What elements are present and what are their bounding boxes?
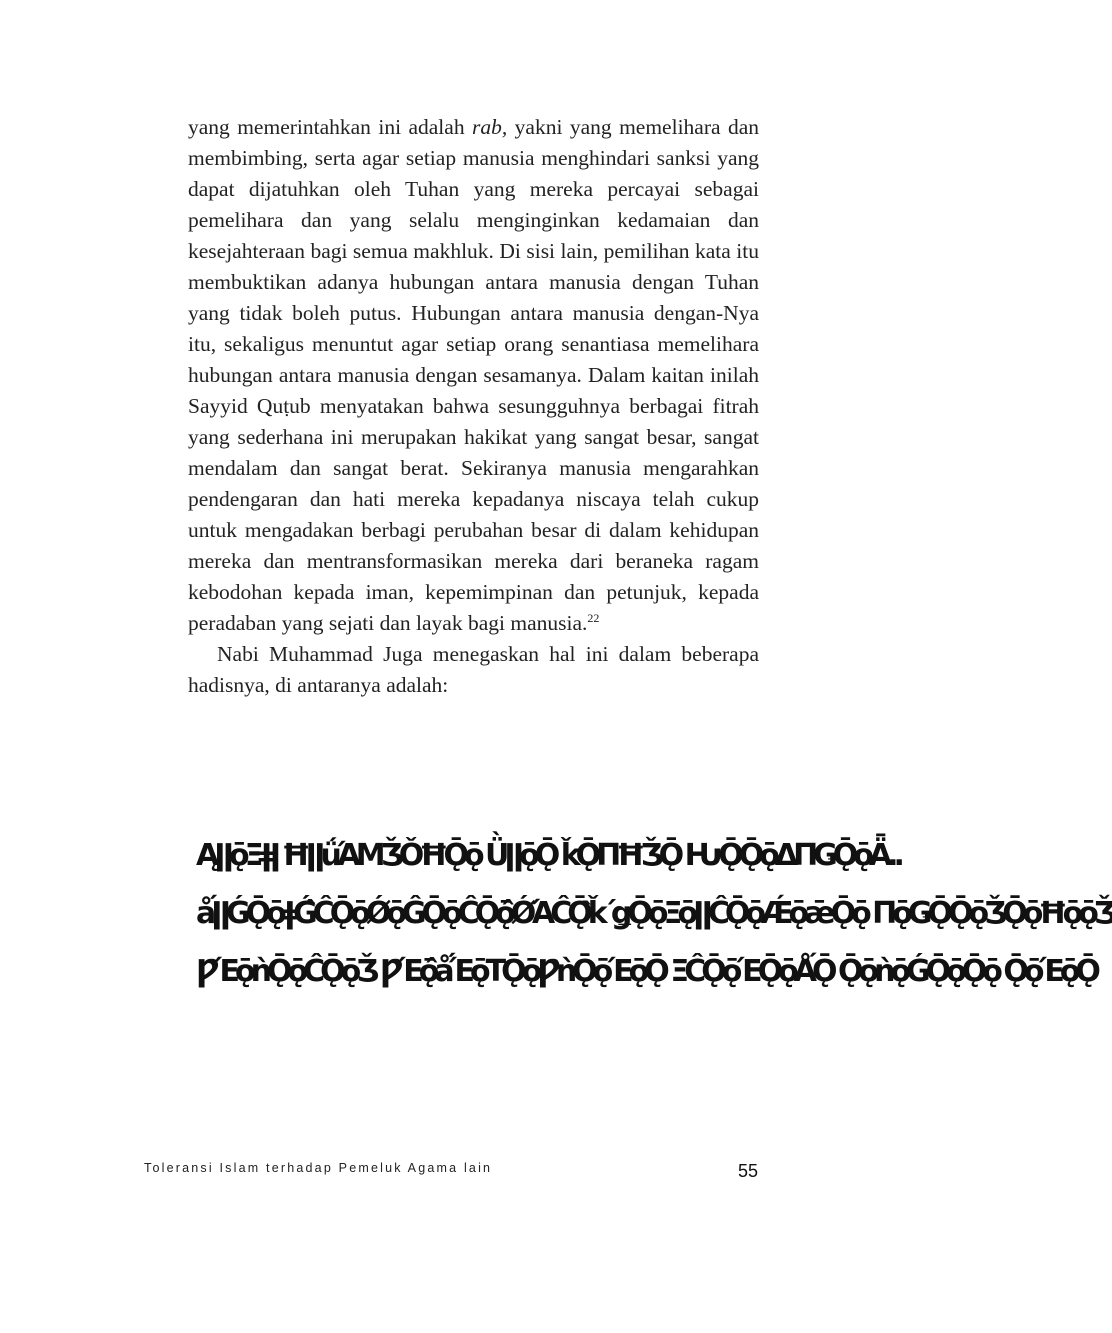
paragraph-1-part-1: yang memerintahkan ini adalah xyxy=(188,115,472,139)
hadith-line: ǻǁǴǬǭǂǴ̂ĈǬǭǾǭĜǬǭĈǬǭ̂ǾΆĈǬ̂ǩ΄ǥǬǭΞǭǁĈǬǭǼǭǣǬǭ ΠǭǤǬǬǭǮǬǭĦǭǭǮ xyxy=(196,896,1112,931)
page-number: 55 xyxy=(738,1161,759,1181)
hadith-line: ǷΈǭǹǬǭĈǬǭǮ ǷΈǭ̂ǻΈǭΤǬǭǷǹǬǭΈǭǬ ΞĈǬǭΈǬǭǺǬ ǬǭǹǭǴǬǭǬǭ ǬǭΈǭǬ xyxy=(196,954,1096,989)
italic-term-rab: rab, xyxy=(472,115,508,139)
paragraph-1 xyxy=(188,112,759,639)
body-text xyxy=(188,112,759,701)
footnote-reference[interactable]: 22 xyxy=(587,610,600,625)
paragraph-2: Nabi Muhammad Juga menegaskan hal ini dalam beberapa hadisnya, di antaranya adalah: xyxy=(188,642,759,697)
running-footer-title: Toleransi Islam terhadap Pemeluk Agama lain xyxy=(144,1161,493,1175)
paragraph-1-part-2: yakni yang memelihara dan membimbing, serta agar setiap manusia menghindari sanksi yang dapat dijatuhkan oleh Tuhan yang mereka percayai sebagai pemelihara dan yang selalu menginginkan kedamaian dan kesejahteraan bagi semua makhluk. Di sisi lain, pemilihan kata itu membuktikan adanya hubungan antara manusia dengan Tuhan yang tidak boleh putus. Hubungan antara manusia dengan-Nya itu, sekaligus menuntut agar setiap orang senantiasa memelihara hubungan antara manusia dengan sesamanya. Dalam kaitan inilah Sayyid Quṭub menyatakan bahwa sesungguhnya berbagai fitrah yang sederhana ini merupakan hakikat yang sangat besar, sangat mendalam dan sangat berat. Sekiranya manusia mengarahkan pendengaran dan hati mereka kepadanya niscaya telah cukup untuk mengadakan berbagi perubahan besar di dalam kehidupan mereka dan mentransformasikan mereka dari beraneka ragam kebodohan kepada iman, kepemimpinan dan petunjuk, kepada peradaban yang sejati dan layak bagi manusia. xyxy=(188,115,759,635)
hadith-arabic-text xyxy=(196,830,1112,1004)
hadith-line: ĄǁǭΞǂǀ ĦǁǘΆΜǮǑĦǬǭ ǛǁǭǬ ǩǬΠĦǮǬ ǶǬǬǭΔΠǤǬǭǞ.. xyxy=(196,838,900,873)
